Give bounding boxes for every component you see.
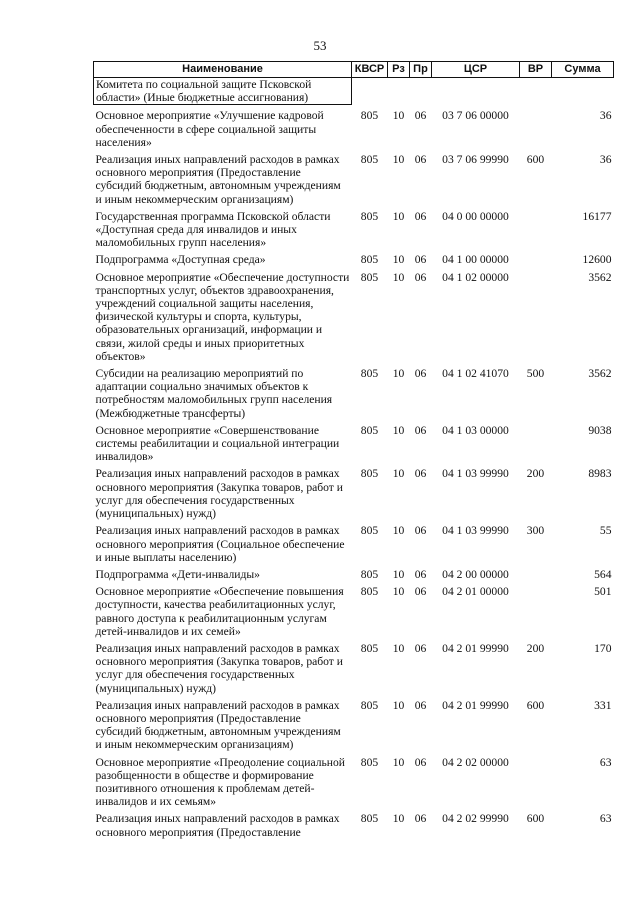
cell-csr: 03 7 06 99990 <box>442 153 509 167</box>
table-row <box>94 249 614 266</box>
cell-name: Подпрограмма «Доступная среда» <box>95 253 266 267</box>
cell-name: Реализация иных направлений расходов в рамках основного мероприятия (Предоставление субсидий бюджетным, автономным учреждениям и иным некоммерческим организациям) <box>95 153 341 206</box>
cell-sum: 501 <box>594 585 612 599</box>
cell-rz: 10 <box>392 524 405 538</box>
cell-kvsr: 805 <box>360 467 379 481</box>
cell-csr: 04 2 02 99990 <box>442 812 509 826</box>
cell-kvsr: 805 <box>360 367 379 381</box>
table-row <box>94 149 614 206</box>
cell-pr: 06 <box>414 641 427 655</box>
cell-csr: 04 1 03 00000 <box>442 423 509 437</box>
cell-csr: 03 7 06 00000 <box>442 108 509 122</box>
cell-rz: 10 <box>392 209 405 223</box>
cell-kvsr: 805 <box>360 270 379 284</box>
cell-rz: 10 <box>392 367 405 381</box>
table-row <box>94 752 614 809</box>
cell-name: Реализация иных направлений расходов в рамках основного мероприятия (Закупка товаров, работ и услуг для обеспечения государственных (муниципальных) нужд) <box>95 467 343 521</box>
cell-sum: 12600 <box>582 253 612 267</box>
cell-csr: 04 1 03 99990 <box>442 524 509 538</box>
cell-csr: 04 2 00 00000 <box>442 567 509 581</box>
cell-vr: 600 <box>526 698 545 712</box>
table-row <box>94 463 614 520</box>
cell-sum: 331 <box>594 698 612 712</box>
cell-rz: 10 <box>392 108 405 122</box>
cell-kvsr: 805 <box>360 209 379 223</box>
header-kvsr: КВСР <box>352 62 388 78</box>
cell-pr: 06 <box>414 812 427 826</box>
cell-name: Реализация иных направлений расходов в рамках основного мероприятия (Предоставление <box>95 812 340 839</box>
cell-csr: 04 1 00 00000 <box>442 253 509 267</box>
budget-table <box>93 61 614 839</box>
cell-csr: 04 1 02 00000 <box>442 270 509 284</box>
cell-name: Реализация иных направлений расходов в рамках основного мероприятия (Предоставление субсидий бюджетным, автономным учреждениям и иным некоммерческим организациям) <box>95 698 341 752</box>
cell-kvsr: 805 <box>360 585 379 599</box>
header-name: Наименование <box>94 62 352 78</box>
cell-sum: 3562 <box>588 367 612 381</box>
table-row <box>94 420 614 464</box>
cell-pr <box>410 78 432 105</box>
table-row <box>94 206 614 250</box>
header-rz: Рз <box>388 62 410 78</box>
cell-pr: 06 <box>414 698 427 712</box>
cell-pr: 06 <box>414 153 427 167</box>
cell-kvsr: 805 <box>360 423 379 437</box>
table-row <box>94 520 614 564</box>
cell-csr: 04 2 01 99990 <box>442 641 509 655</box>
cell-csr: 04 2 02 00000 <box>442 755 509 769</box>
cell-csr: 04 0 00 00000 <box>442 209 509 223</box>
table-row <box>94 581 614 638</box>
header-sum: Сумма <box>552 62 614 78</box>
table-row <box>94 267 614 363</box>
table-row <box>94 808 614 838</box>
cell-vr <box>520 564 552 581</box>
cell-sum: 3562 <box>588 270 612 284</box>
table-body <box>94 78 614 839</box>
cell-csr <box>432 78 520 105</box>
cell-name: Основное мероприятие «Обеспечение повышения доступности, качества реабилитационных услуг, равного доступа к реабилитационным услугам детей-инвалидов и их семей» <box>95 585 344 638</box>
header-csr: ЦСР <box>432 62 520 78</box>
cell-kvsr: 805 <box>360 812 379 826</box>
cell-kvsr: 805 <box>360 253 379 267</box>
cell-sum: 63 <box>599 812 612 826</box>
cell-pr: 06 <box>414 367 427 381</box>
cell-sum: 8983 <box>588 467 612 481</box>
cell-sum: 170 <box>594 641 612 655</box>
cell-name: Государственная программа Псковской области «Доступная среда для инвалидов и иных маломобильных групп населения» <box>95 209 331 250</box>
cell-vr <box>520 105 552 149</box>
table-row <box>94 105 614 149</box>
cell-pr: 06 <box>414 524 427 538</box>
cell-rz: 10 <box>392 467 405 481</box>
header-vr: ВР <box>520 62 552 78</box>
cell-kvsr: 805 <box>360 153 379 167</box>
cell-vr <box>520 249 552 266</box>
header-pr: Пр <box>410 62 432 78</box>
cell-rz: 10 <box>392 812 405 826</box>
table-row <box>94 78 614 105</box>
cell-rz: 10 <box>392 253 405 267</box>
cell-kvsr: 805 <box>360 524 379 538</box>
cell-vr <box>520 752 552 809</box>
cell-sum: 63 <box>599 755 612 769</box>
cell-pr: 06 <box>414 253 427 267</box>
cell-name: Комитета по социальной защите Псковской области» (Иные бюджетные ассигнования) <box>94 78 352 105</box>
cell-rz: 10 <box>392 585 405 599</box>
cell-kvsr: 805 <box>360 641 379 655</box>
cell-name: Подпрограмма «Дети-инвалиды» <box>95 567 260 581</box>
cell-rz: 10 <box>392 641 405 655</box>
cell-kvsr: 805 <box>360 698 379 712</box>
cell-pr: 06 <box>414 209 427 223</box>
table-row <box>94 695 614 752</box>
cell-kvsr: 805 <box>360 567 379 581</box>
cell-sum: 36 <box>599 108 612 122</box>
cell-vr: 200 <box>526 641 545 655</box>
cell-name: Реализация иных направлений расходов в рамках основного мероприятия (Социальное обеспечение и иные выплаты населению) <box>95 524 345 564</box>
cell-pr: 06 <box>414 108 427 122</box>
cell-csr: 04 2 01 00000 <box>442 585 509 599</box>
cell-vr <box>520 420 552 464</box>
cell-rz <box>388 78 410 105</box>
cell-rz: 10 <box>392 270 405 284</box>
cell-vr: 600 <box>526 153 545 167</box>
table-row <box>94 638 614 695</box>
page-number: 53 <box>313 38 327 53</box>
cell-name: Субсидии на реализацию мероприятий по адаптации социально значимых объектов к потребностям маломобильных групп населения (Межбюджетные трансферты) <box>95 367 333 420</box>
cell-rz: 10 <box>392 698 405 712</box>
cell-vr: 600 <box>526 812 545 826</box>
cell-sum: 16177 <box>582 209 612 223</box>
cell-vr: 500 <box>526 367 545 381</box>
cell-vr <box>520 78 552 105</box>
cell-sum: 564 <box>594 567 612 581</box>
cell-name: Реализация иных направлений расходов в рамках основного мероприятия (Закупка товаров, работ и услуг для обеспечения государственных (муниципальных) нужд) <box>95 641 343 695</box>
cell-rz: 10 <box>392 567 405 581</box>
cell-pr: 06 <box>414 467 427 481</box>
cell-sum: 55 <box>599 524 612 538</box>
table-header-row <box>94 62 614 78</box>
cell-sum <box>552 78 614 105</box>
cell-rz: 10 <box>392 755 405 769</box>
cell-name: Основное мероприятие «Обеспечение доступности транспортных услуг, объектов здравоохранения, учреждений социальной защиты населения, физической культуры и спорта, культуры, образовательных организаций, информации и связи, жилой среды и иных приоритетных объектов» <box>95 270 350 363</box>
cell-csr: 04 2 01 99990 <box>442 698 509 712</box>
cell-name: Основное мероприятие «Улучшение кадровой обеспеченности в сфере социальной защиты населения» <box>95 109 324 149</box>
cell-vr: 200 <box>526 467 545 481</box>
cell-vr <box>520 267 552 363</box>
cell-kvsr: 805 <box>360 755 379 769</box>
table-row <box>94 363 614 420</box>
cell-name: Основное мероприятие «Совершенствование системы реабилитации и социальной интеграции инвалидов» <box>95 423 340 464</box>
cell-sum: 36 <box>599 153 612 167</box>
cell-name: Основное мероприятие «Преодоление социальной разобщенности в обществе и формирование позитивного отношения к проблемам детей-инвалидов и их семьям» <box>95 755 345 809</box>
cell-vr: 300 <box>526 524 545 538</box>
cell-rz: 10 <box>392 153 405 167</box>
cell-csr: 04 1 02 41070 <box>442 367 509 381</box>
cell-vr <box>520 206 552 250</box>
cell-vr <box>520 581 552 638</box>
cell-rz: 10 <box>392 423 405 437</box>
cell-kvsr: 805 <box>360 108 379 122</box>
cell-sum: 9038 <box>588 423 612 437</box>
cell-kvsr <box>352 78 388 105</box>
cell-pr: 06 <box>414 585 427 599</box>
cell-pr: 06 <box>414 270 427 284</box>
cell-pr: 06 <box>414 755 427 769</box>
cell-pr: 06 <box>414 567 427 581</box>
table-row <box>94 564 614 581</box>
cell-pr: 06 <box>414 423 427 437</box>
cell-csr: 04 1 03 99990 <box>442 467 509 481</box>
